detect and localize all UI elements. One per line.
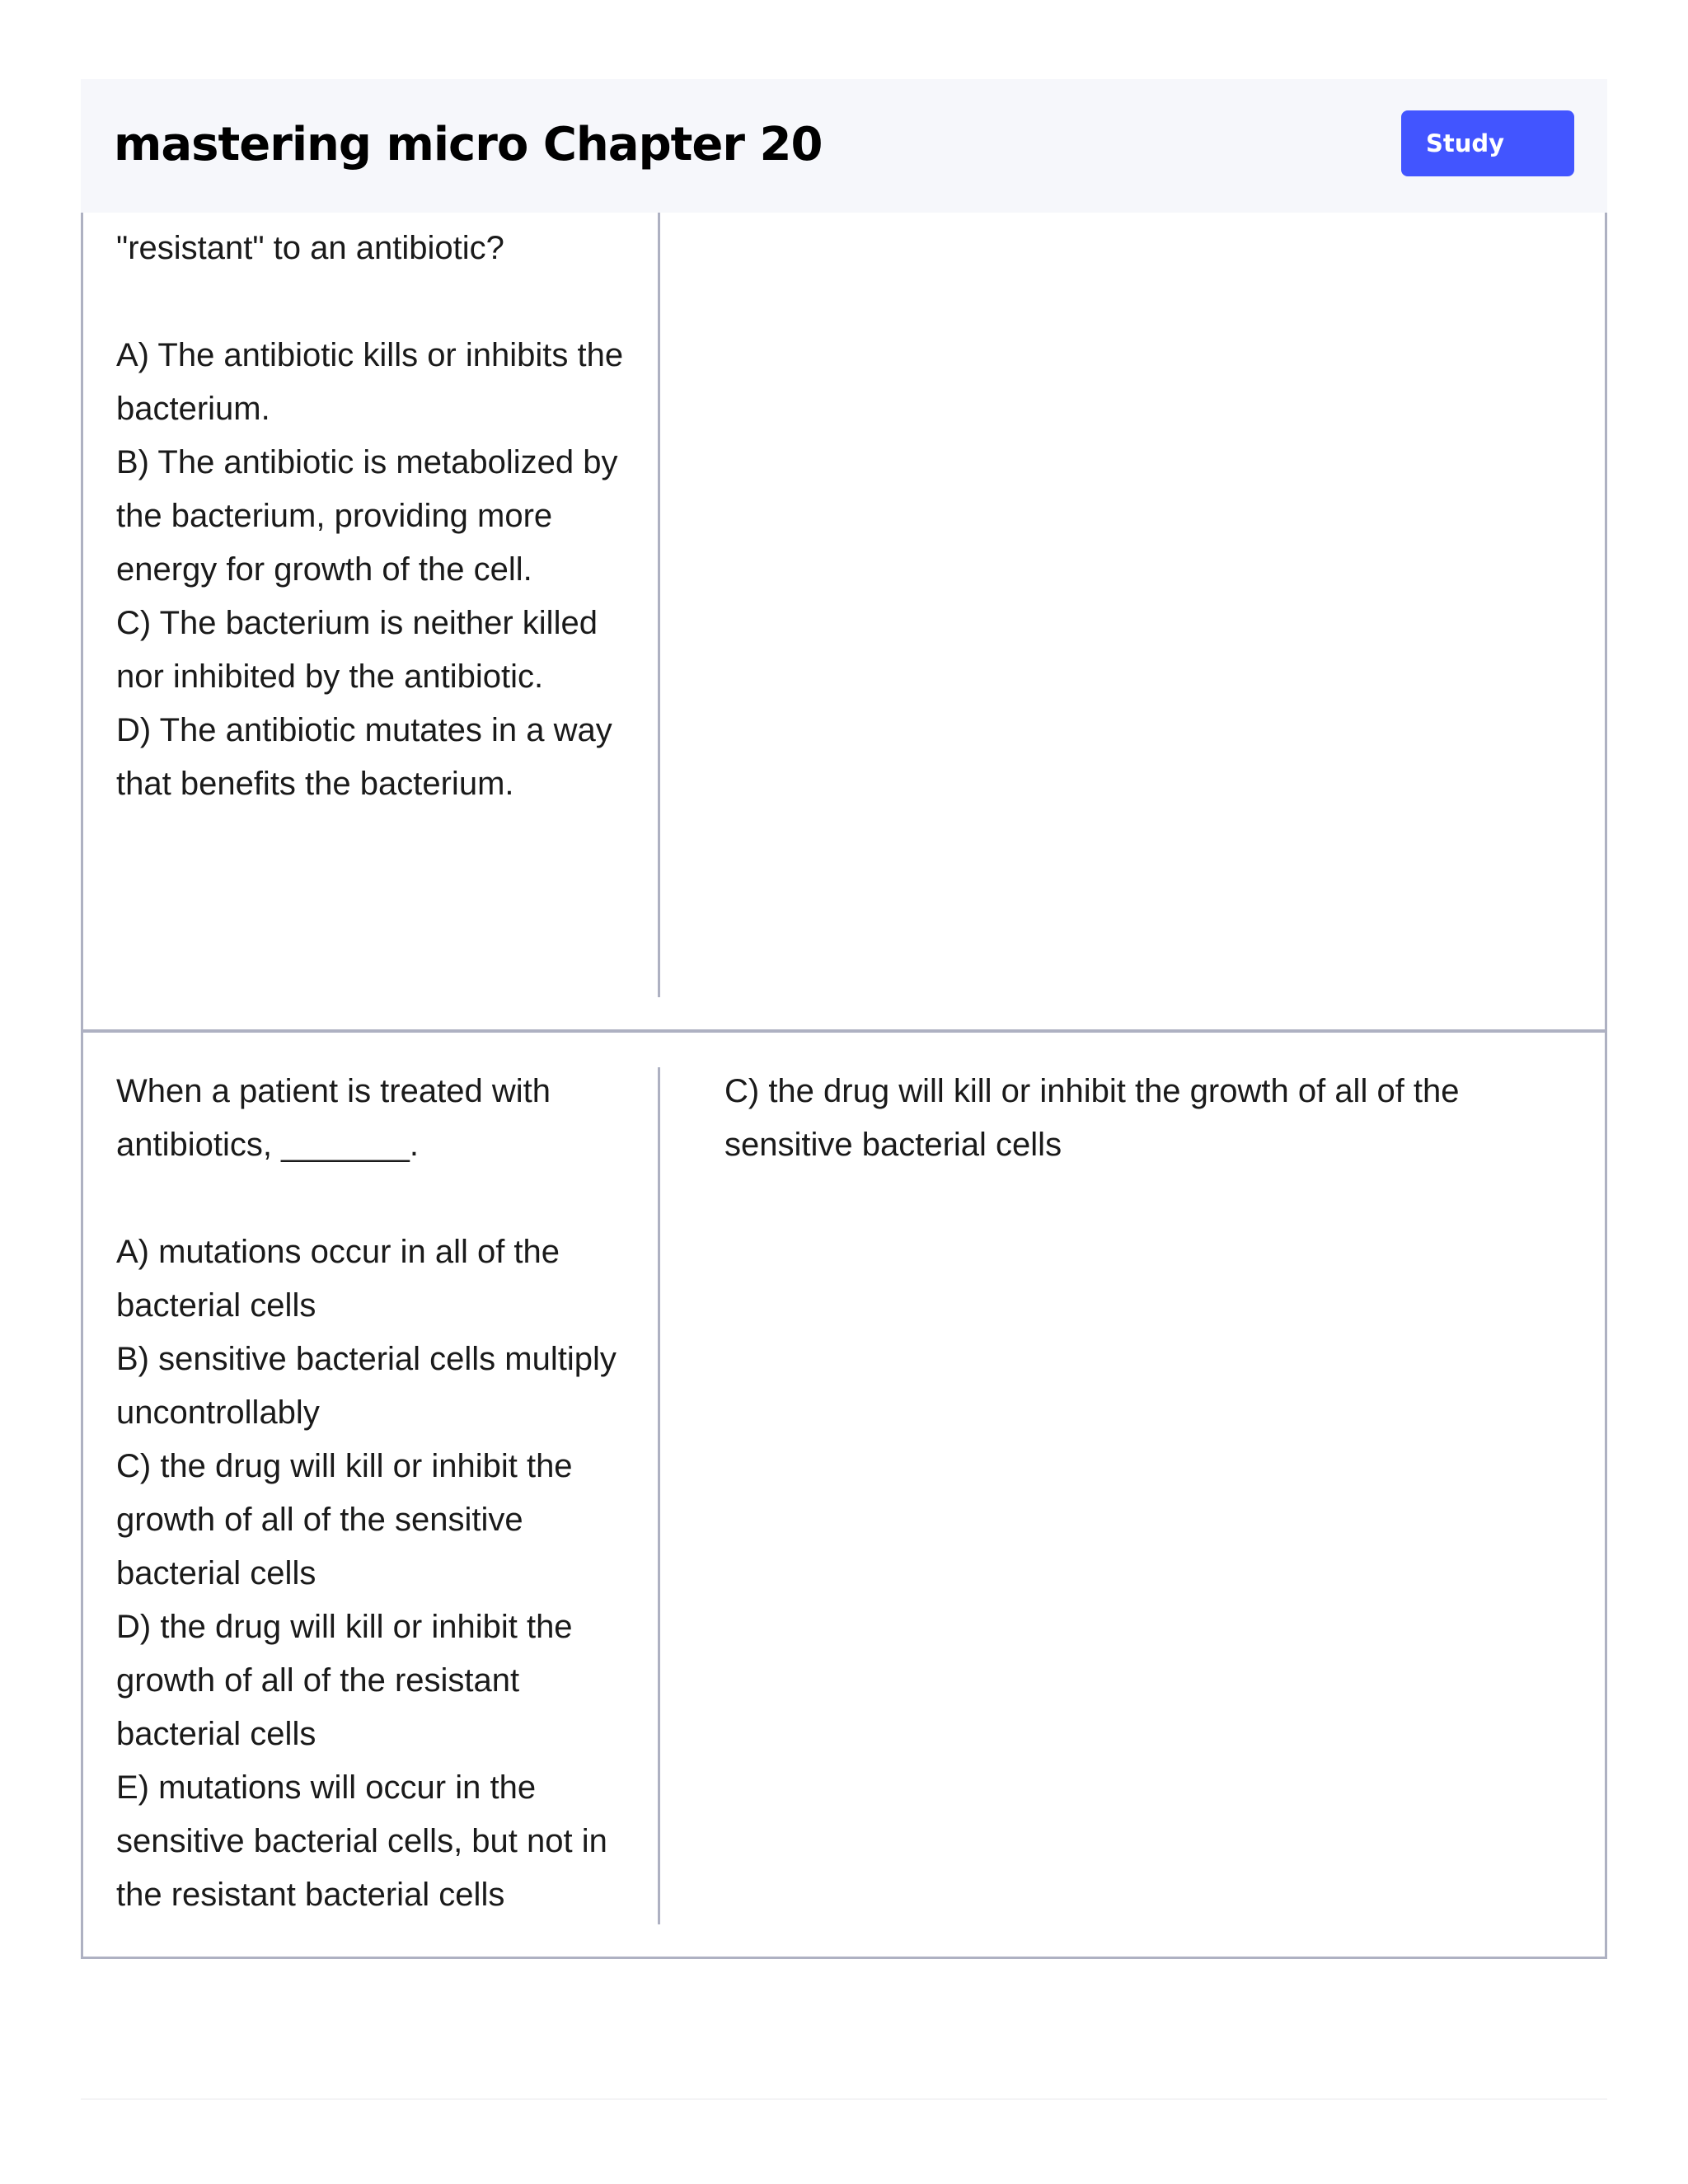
- column-divider: [658, 1067, 660, 1924]
- card-definition: C) the drug will kill or inhibit the growth of all of the sensitive bacterial cells: [724, 1073, 1460, 1163]
- card-term: When a patient is treated with antibiotics, _______. A) mutations occur in all of the bacterial cells B) sensitive bacterial cells multiply uncontrollably C) the drug will kill or inhibit the growth of all of the sensitive bacterial cells D) the drug will kill or inhibit the growth of all of the resistant bacterial cells E) mutations will occur in the sensitive bacterial cells, but not in the resistant bacterial cells: [116, 1073, 617, 1913]
- study-button[interactable]: Study: [1401, 110, 1574, 176]
- column-divider: [658, 206, 660, 997]
- flashcard-row: [81, 206, 1607, 1033]
- card-term: "resistant" to an antibiotic? A) The antibiotic kills or inhibits the bacterium. B) The antibiotic is metabolized by the bacterium, providing more energy for growth of the cell. C) The bacterium is neither killed nor inhibited by the antibiotic. D) The antibiotic mutates in a way that benefits the bacterium.: [116, 230, 624, 802]
- footer-divider: [81, 2098, 1607, 2100]
- flashcard-row: [81, 1033, 1607, 1959]
- page-title: mastering micro Chapter 20: [114, 118, 823, 171]
- set-header: [81, 79, 1607, 213]
